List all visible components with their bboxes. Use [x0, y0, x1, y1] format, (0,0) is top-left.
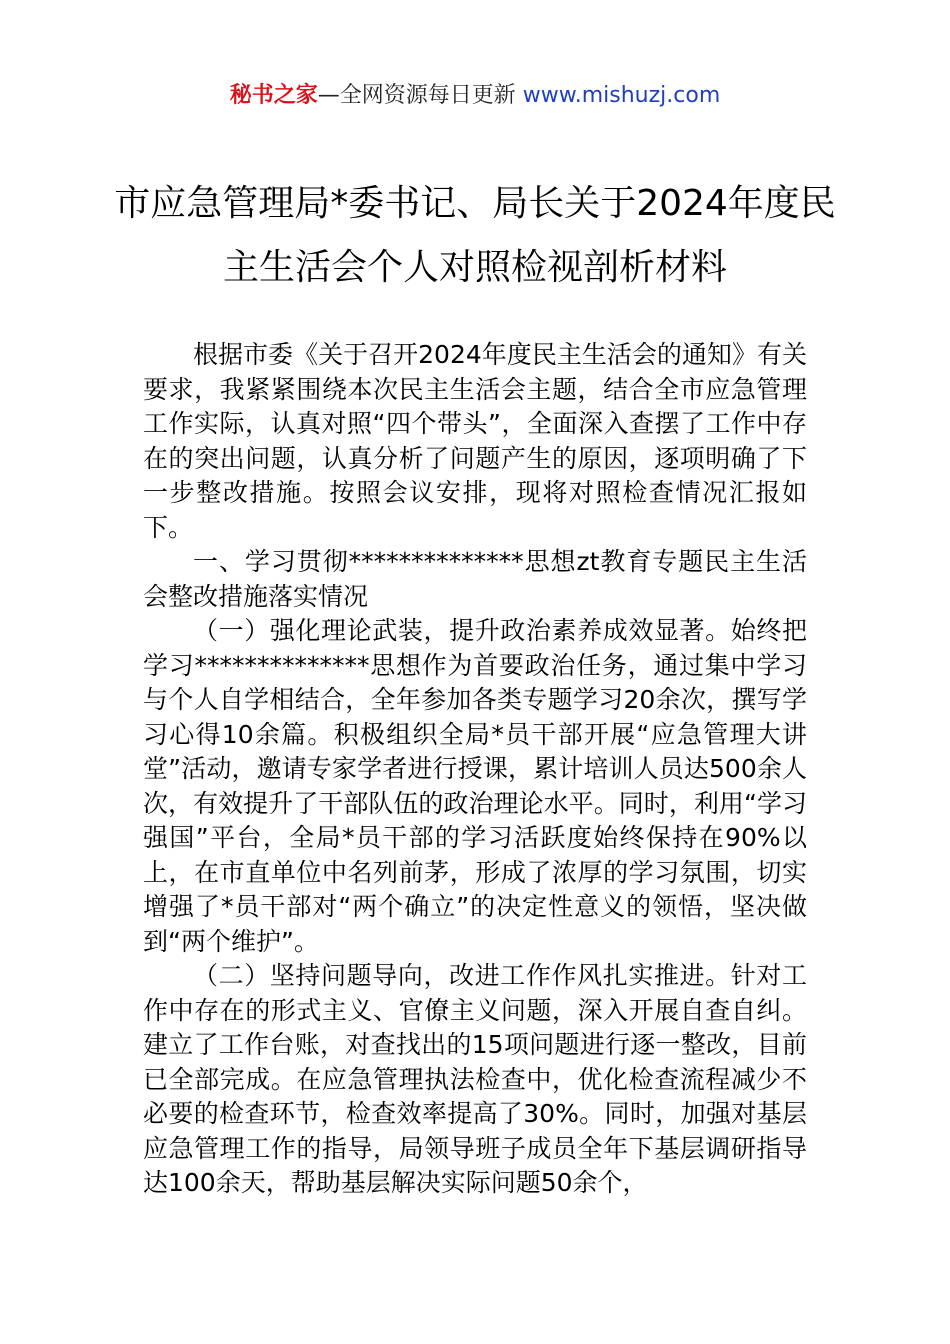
- site-header: [0, 78, 950, 114]
- site-url[interactable]: www.mishuzj.com: [522, 83, 721, 108]
- site-tagline: —全网资源每日更新: [317, 83, 523, 108]
- document-body: [143, 338, 807, 1201]
- intro-paragraph: 根据市委《关于召开2024年度民主生活会的通知》有关要求，我紧紧围绕本次民主生活会主题，结合全市应急管理工作实际，认真对照“四个带头”，全面深入查摆了工作中存在的突出问题，认真分析了问题产生的原因，逐项明确了下一步整改措施。按照会议安排，现将对照检查情况汇报如下。: [143, 340, 807, 542]
- section-heading: 一、学习贯彻**************思想zt教育专题民主生活会整改措施落实情况: [143, 547, 807, 611]
- subsection-paragraph: （二）坚持问题导向，改进工作作风扎实推进。针对工作中存在的形式主义、官僚主义问题，深入开展自查自纠。建立了工作台账，对查找出的15项问题进行逐一整改，目前已全部完成。在应急管理执法检查中，优化检查流程减少不必要的检查环节，检查效率提高了30%。同时，加强对基层应急管理工作的指导，局领导班子成员全年下基层调研指导达100余天，帮助基层解决实际问题50余个，: [143, 961, 807, 1197]
- site-brand: 秘书之家: [229, 83, 318, 108]
- document-title: 市应急管理局*委书记、局长关于2024年度民主生活会个人对照检视剖析材料: [114, 183, 836, 288]
- subsection-paragraph: （一）强化理论武装，提升政治素养成效显著。始终把学习**************思想作为首要政治任务，通过集中学习与个人自学相结合，全年参加各类专题学习20余次，撰写学习心得10余篇。积极组织全局*员干部开展“应急管理大讲堂”活动，邀请专家学者进行授课，累计培训人员达500余人次，有效提升了干部队伍的政治理论水平。同时，利用“学习强国”平台，全局*员干部的学习活跃度始终保持在90%以上，在市直单位中名列前茅，形成了浓厚的学习氛围，切实增强了*员干部对“两个确立”的决定性意义的领悟，坚决做到“两个维护”。: [143, 616, 807, 956]
